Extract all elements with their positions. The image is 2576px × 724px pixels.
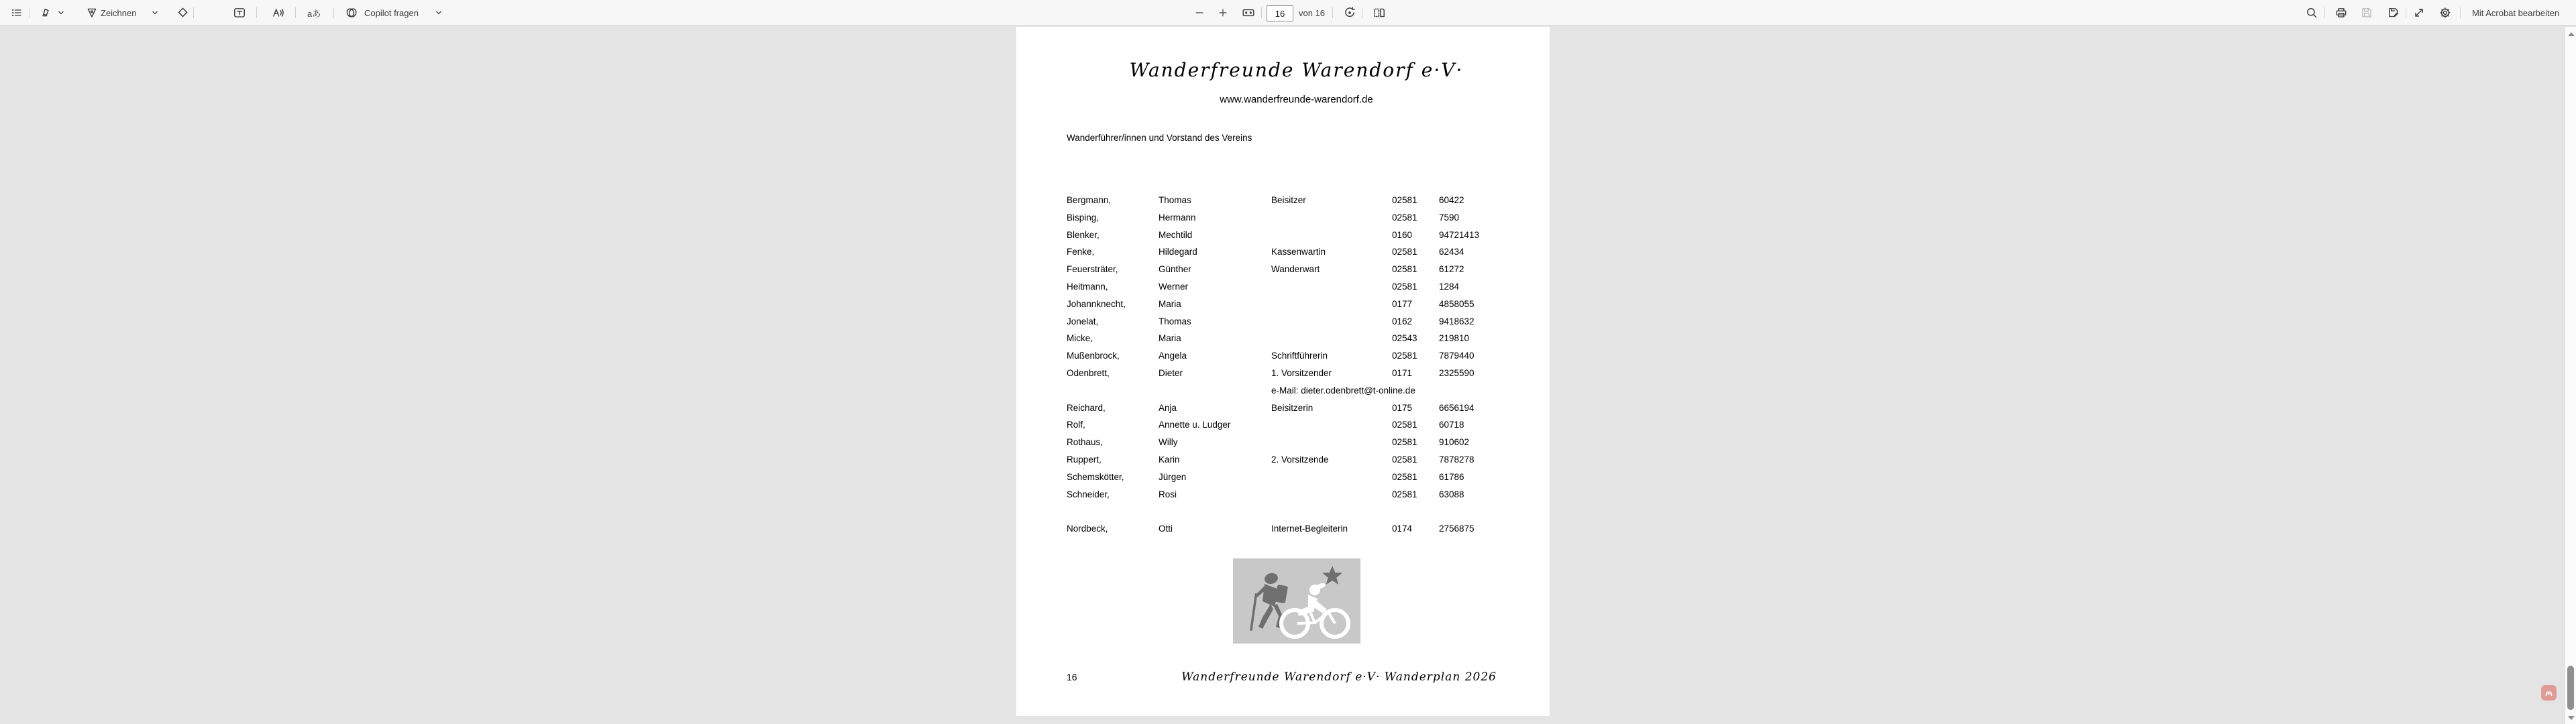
member-phone: 9418632 <box>1439 316 1474 326</box>
member-first: Werner <box>1159 281 1189 292</box>
member-last: Bisping, <box>1067 212 1099 223</box>
member-phone: 219810 <box>1439 333 1470 344</box>
document-title: Wanderfreunde Warendorf e·V· <box>1129 59 1464 81</box>
table-of-contents-icon[interactable] <box>9 0 24 25</box>
page-count <box>1299 0 1325 25</box>
member-first: Angela <box>1159 351 1187 361</box>
member-first: Hildegard <box>1159 247 1197 257</box>
table-row <box>1067 243 1509 261</box>
vertical-scrollbar[interactable] <box>2565 27 2576 724</box>
toolbar-separator <box>2324 7 2325 18</box>
member-area-code: 02581 <box>1392 420 1417 430</box>
save-as-icon[interactable] <box>2385 0 2402 25</box>
member-first: Thomas <box>1159 316 1191 326</box>
member-phone: 63088 <box>1439 489 1464 499</box>
member-phone: 2756875 <box>1439 524 1474 534</box>
table-row <box>1067 227 1509 244</box>
member-phone: 7590 <box>1439 212 1460 223</box>
member-role <box>1271 209 1392 227</box>
draw-label: Zeichnen <box>101 7 137 18</box>
member-role <box>1271 503 1392 520</box>
table-row <box>1067 469 1509 486</box>
copilot-label: Copilot fragen <box>364 7 419 18</box>
member-phone <box>1439 382 1509 400</box>
member-first: Annette u. Ludger <box>1159 420 1231 430</box>
member-first: Otti <box>1159 524 1173 534</box>
member-last: Mußenbrock, <box>1067 351 1120 361</box>
zoom-out-icon[interactable] <box>1193 0 1206 25</box>
member-last: Feuersträter, <box>1067 264 1118 275</box>
toolbar-separator <box>2460 7 2461 18</box>
member-last <box>1067 503 1159 520</box>
member-phone: 94721413 <box>1439 229 1480 240</box>
member-phone: 6656194 <box>1439 402 1474 413</box>
draw-pen-icon[interactable] <box>84 0 100 25</box>
table-row <box>1067 434 1509 451</box>
page-count-label: von 16 <box>1299 7 1326 18</box>
member-role: 2. Vorsitzende <box>1271 454 1329 465</box>
member-last: Johannknecht, <box>1067 298 1126 309</box>
highlighter-chevron-down-icon[interactable] <box>57 0 65 25</box>
member-first: Hermann <box>1159 212 1196 223</box>
member-first: Maria <box>1159 333 1181 344</box>
search-icon[interactable] <box>2304 0 2320 25</box>
table-row <box>1067 209 1509 227</box>
member-phone: 7879440 <box>1439 351 1474 361</box>
member-role <box>1271 486 1392 503</box>
member-area-code: 0162 <box>1392 316 1413 326</box>
member-role <box>1271 469 1392 486</box>
member-last: Jonelat, <box>1067 316 1099 326</box>
translate-icon[interactable]: aあ <box>307 8 321 19</box>
member-last: Nordbeck, <box>1067 524 1108 534</box>
member-last: Rothaus, <box>1067 437 1104 448</box>
fit-to-width-icon[interactable] <box>1240 0 1256 25</box>
member-first: Thomas <box>1159 195 1191 205</box>
member-role <box>1271 313 1392 330</box>
save-icon <box>2359 0 2375 25</box>
table-row <box>1067 192 1509 209</box>
zoom-in-icon[interactable] <box>1216 0 1230 25</box>
member-area-code <box>1392 382 1439 400</box>
table-row <box>1067 313 1509 330</box>
member-first: Karin <box>1159 454 1180 465</box>
member-role <box>1271 330 1392 347</box>
page-number-input[interactable] <box>1267 5 1293 21</box>
pdf-toolbar <box>0 0 2576 26</box>
member-phone: 62434 <box>1439 247 1464 257</box>
member-first: Willy <box>1159 437 1178 448</box>
member-last <box>1067 382 1159 400</box>
member-phone: 61272 <box>1439 264 1464 275</box>
member-last: Schneider, <box>1067 489 1110 499</box>
member-area-code: 0175 <box>1392 402 1413 413</box>
member-role: Schriftführerin <box>1271 351 1328 361</box>
scrollbar-thumb[interactable] <box>2567 666 2574 710</box>
table-row <box>1067 416 1509 434</box>
table-row <box>1067 347 1509 365</box>
table-row <box>1067 451 1509 469</box>
member-last: Bergmann, <box>1067 195 1112 205</box>
member-role <box>1271 416 1392 434</box>
table-row <box>1067 296 1509 313</box>
member-area-code: 02581 <box>1392 471 1417 482</box>
member-role: Beisitzerin <box>1271 402 1313 413</box>
member-phone: 910602 <box>1439 437 1470 448</box>
member-phone: 7878278 <box>1439 454 1474 465</box>
table-row <box>1067 261 1509 278</box>
member-role: Internet-Begleiterin <box>1271 524 1348 534</box>
member-role <box>1271 434 1392 451</box>
member-phone: 61786 <box>1439 471 1464 482</box>
member-area-code: 02581 <box>1392 247 1417 257</box>
table-row <box>1067 400 1509 417</box>
highlighter-icon[interactable] <box>38 0 54 25</box>
settings-gear-icon[interactable] <box>2437 0 2453 25</box>
member-phone: 4858055 <box>1439 298 1474 309</box>
footer-text: Wanderfreunde Warendorf e·V· Wanderplan 2026 <box>1181 670 1497 684</box>
member-area-code: 0177 <box>1392 298 1413 309</box>
print-icon[interactable] <box>2333 0 2349 25</box>
member-area-code: 02581 <box>1392 264 1417 275</box>
edit-with-acrobat-button[interactable] <box>2471 0 2561 25</box>
toolbar-separator <box>333 7 334 18</box>
member-last: Rolf, <box>1067 420 1085 430</box>
member-phone: 60718 <box>1439 420 1464 430</box>
member-area-code: 02581 <box>1392 489 1417 499</box>
member-first: Günther <box>1159 264 1191 275</box>
table-row <box>1067 278 1509 296</box>
member-role <box>1271 278 1392 296</box>
table-row <box>1067 503 1509 520</box>
member-role: e-Mail: dieter.odenbrett@t-online.de <box>1271 385 1415 396</box>
member-phone: 2325590 <box>1439 367 1474 378</box>
member-phone <box>1439 503 1509 520</box>
member-area-code: 02581 <box>1392 454 1417 465</box>
acrobat-logo-icon <box>2544 688 2554 698</box>
member-last: Ruppert, <box>1067 454 1102 465</box>
member-phone: 60422 <box>1439 195 1464 205</box>
member-first: Rosi <box>1159 489 1177 499</box>
pdf-page <box>1016 27 1550 716</box>
table-row <box>1067 330 1509 347</box>
member-first <box>1159 503 1271 520</box>
copilot-icon[interactable] <box>343 0 360 25</box>
copilot-button[interactable] <box>364 0 419 25</box>
table-row <box>1067 365 1509 382</box>
member-first: Dieter <box>1159 367 1183 378</box>
edit-with-acrobat-label: Mit Acrobat bearbeiten <box>2472 7 2560 18</box>
member-area-code: 02581 <box>1392 281 1417 292</box>
member-role <box>1271 296 1392 313</box>
member-role: Wanderwart <box>1271 264 1320 275</box>
member-area-code: 0174 <box>1392 524 1413 534</box>
member-role: 1. Vorsitzender <box>1271 367 1332 378</box>
member-area-code: 0160 <box>1392 229 1413 240</box>
member-last: Schemskötter, <box>1067 471 1124 482</box>
member-last: Micke, <box>1067 333 1093 344</box>
member-area-code: 0171 <box>1392 367 1413 378</box>
member-area-code: 02581 <box>1392 437 1417 448</box>
member-last: Odenbrett, <box>1067 367 1110 378</box>
member-role: Beisitzer <box>1271 195 1306 205</box>
member-first: Jürgen <box>1159 471 1187 482</box>
member-first: Anja <box>1159 402 1177 413</box>
member-last: Reichard, <box>1067 402 1106 413</box>
eraser-icon[interactable] <box>174 0 191 25</box>
rotate-icon[interactable] <box>1342 0 1358 25</box>
member-area-code: 02581 <box>1392 195 1417 205</box>
fullscreen-icon[interactable] <box>2411 0 2427 25</box>
member-area-code: 02581 <box>1392 212 1417 223</box>
member-area-code <box>1392 503 1439 520</box>
member-last: Fenke, <box>1067 247 1095 257</box>
member-area-code: 02543 <box>1392 333 1417 344</box>
toolbar-separator <box>256 7 257 18</box>
table-row <box>1067 486 1509 503</box>
page-view-icon[interactable] <box>1371 0 1387 25</box>
member-last: Blenker, <box>1067 229 1099 240</box>
toolbar-separator <box>295 7 296 18</box>
table-row <box>1067 520 1509 538</box>
member-area-code: 02581 <box>1392 351 1417 361</box>
member-role: Kassenwartin <box>1271 247 1326 257</box>
draw-button[interactable] <box>101 0 136 25</box>
add-text-icon[interactable] <box>231 0 248 25</box>
member-phone: 1284 <box>1439 281 1460 292</box>
draw-chevron-down-icon[interactable] <box>151 0 159 25</box>
toolbar-separator <box>1261 7 1262 18</box>
member-first: Mechtild <box>1159 229 1193 240</box>
acrobat-floating-button[interactable] <box>2541 685 2557 701</box>
footer-page-number: 16 <box>1067 672 1077 682</box>
copilot-chevron-down-icon[interactable] <box>435 0 443 25</box>
toolbar-separator <box>1332 7 1333 18</box>
member-first: Maria <box>1159 298 1181 309</box>
document-website: www.wanderfreunde-warendorf.de <box>1220 94 1373 105</box>
read-aloud-icon[interactable] <box>270 0 286 25</box>
club-logo-image <box>1233 558 1360 644</box>
scrollbar-down-arrow-icon[interactable] <box>2568 716 2575 720</box>
member-role <box>1271 227 1392 244</box>
members-table <box>1067 192 1509 538</box>
member-last: Heitmann, <box>1067 281 1108 292</box>
scrollbar-up-arrow-icon[interactable] <box>2568 32 2575 36</box>
toolbar-separator <box>193 7 194 18</box>
table-row <box>1067 382 1509 400</box>
member-first <box>1159 382 1271 400</box>
document-heading: Wanderführer/innen und Vorstand des Vereins <box>1067 133 1252 143</box>
